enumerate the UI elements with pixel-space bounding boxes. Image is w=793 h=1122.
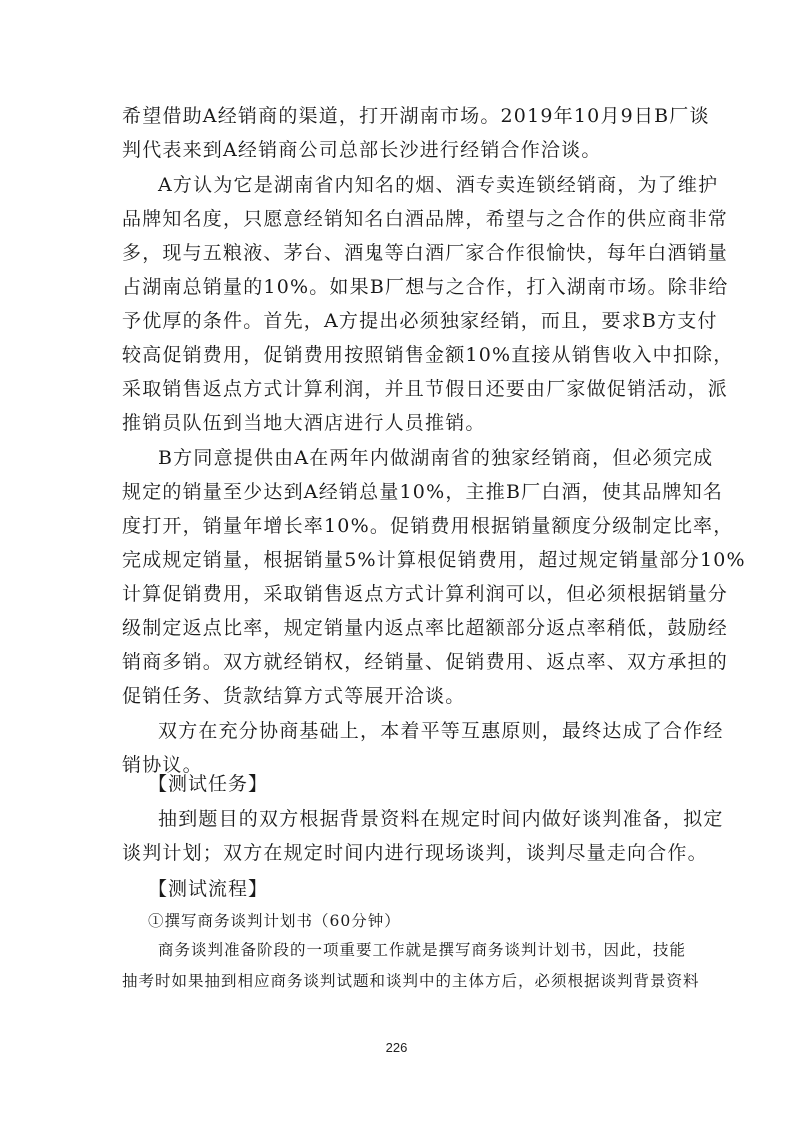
text-line: 促销任务、货款结算方式等展开洽谈。 <box>122 685 466 707</box>
text-line: 多，现与五粮液、茅台、酒鬼等白酒厂家合作很愉快，每年白酒销量 <box>122 242 729 264</box>
section-heading-task: 【测试任务】 <box>148 773 269 795</box>
text-line: 级制定返点比率，规定销量内返点率比超额部分返点率稍低，鼓励经 <box>122 617 729 639</box>
text-line: B方同意提供由A在两年内做湖南省的独家经销商，但必须完成 <box>158 447 714 469</box>
text-line: 抽到题目的双方根据背景资料在规定时间内做好谈判准备，拟定 <box>158 808 724 830</box>
text-line: 较高促销费用，促销费用按照销售金额10%直接从销售收入中扣除， <box>122 344 734 366</box>
text-line: 采取销售返点方式计算利润，并且节假日还要由厂家做促销活动，派 <box>122 378 729 400</box>
text-line: 计算促销费用，采取销售返点方式计算利润可以，但必须根据销量分 <box>122 583 729 605</box>
paragraph-1 <box>122 99 710 167</box>
text-line: 占湖南总销量的10%。如果B厂想与之合作，打入湖南市场。除非给 <box>122 276 729 298</box>
section-heading-process: 【测试流程】 <box>148 878 269 900</box>
task-paragraph <box>122 802 724 870</box>
text-line: 商务谈判准备阶段的一项重要工作就是撰写商务谈判计划书，因此，技能 <box>158 941 687 959</box>
text-line: 希望借助A经销商的渠道，打开湖南市场。2019年10月9日B厂谈 <box>122 105 710 127</box>
process-paragraph <box>122 935 700 997</box>
text-line: 判代表来到A经销商公司总部长沙进行经销合作洽谈。 <box>122 139 602 161</box>
text-line: 抽考时如果抽到相应商务谈判试题和谈判中的主体方后，必须根据谈判背景资料 <box>122 972 700 990</box>
paragraph-3 <box>122 441 746 713</box>
text-line: 度打开，销量年增长率10%。促销费用根据销量额度分级制定比率， <box>122 515 734 537</box>
text-line: 谈判计划；双方在规定时间内进行现场谈判，谈判尽量走向合作。 <box>122 842 708 864</box>
text-line: 品牌知名度，只愿意经销知名白酒品牌，希望与之合作的供应商非常 <box>122 208 729 230</box>
text-line: A方认为它是湖南省内知名的烟、酒专卖连锁经销商，为了维护 <box>158 174 719 196</box>
text-line: 予优厚的条件。首先，A方提出必须独家经销，而且，要求B方支付 <box>122 310 718 332</box>
text-line: 双方在充分协商基础上，本着平等互惠原则，最终达成了合作经 <box>158 720 724 742</box>
process-subheading: ①撰写商务谈判计划书（60分钟） <box>148 912 401 930</box>
paragraph-2 <box>122 168 734 440</box>
text-line: 推销员队伍到当地大酒店进行人员推销。 <box>122 412 486 434</box>
text-line: 销协议。 <box>122 754 203 776</box>
text-line: 销商多销。双方就经销权，经销量、促销费用、返点率、双方承担的 <box>122 651 729 673</box>
page-number: 226 <box>385 1040 408 1055</box>
text-line: 完成规定销量，根据销量5%计算根促销费用，超过规定销量部分10% <box>122 549 746 571</box>
text-line: 规定的销量至少达到A经销总量10%，主推B厂白酒，使其品牌知名 <box>122 481 724 503</box>
